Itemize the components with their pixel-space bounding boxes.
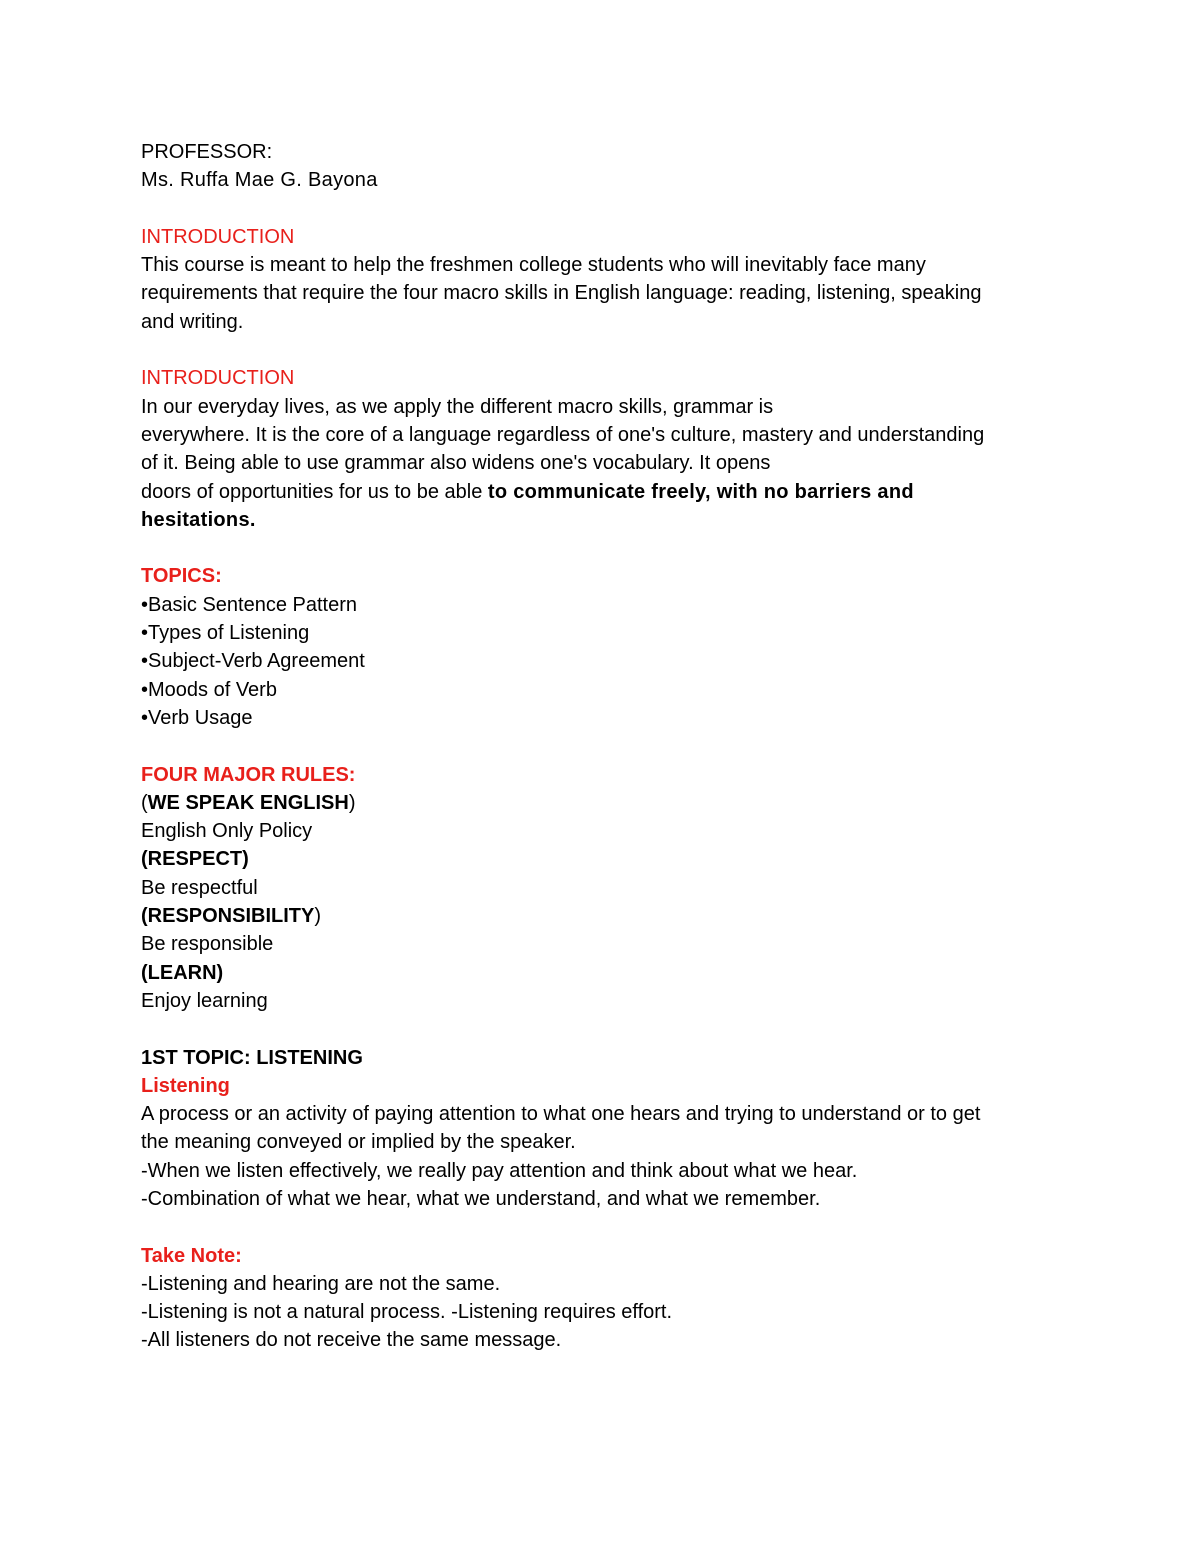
topic-item: •Types of Listening: [141, 622, 310, 645]
spacer: [141, 1015, 1071, 1043]
rule-title-close: ): [314, 905, 322, 928]
professor-label: PROFESSOR:: [141, 141, 273, 163]
take-note-line: -Listening is not a natural process. -Listening requires effort.: [141, 1301, 673, 1324]
professor-name: Ms. Ruffa Mae G. Bayona: [141, 169, 378, 192]
intro1-line: and writing.: [141, 310, 244, 333]
intro2-line-bold: hesitations.: [141, 508, 256, 531]
intro2-line: In our everyday lives, as we apply the different macro skills, grammar is: [141, 395, 774, 418]
topics-heading: TOPICS:: [141, 565, 222, 588]
topic-item: •Subject-Verb Agreement: [141, 650, 365, 673]
intro2-line-plain: doors of opportunities for us to be able: [141, 480, 488, 503]
intro2-line: everywhere. It is the core of a language regardless of one's culture, mastery and understanding: [141, 423, 985, 446]
take-note-heading: Take Note:: [141, 1244, 242, 1267]
rule-title-close: ): [348, 791, 356, 814]
intro2-heading: INTRODUCTION: [141, 367, 295, 390]
take-note-line: -All listeners do not receive the same message.: [141, 1329, 562, 1352]
rule-description: Enjoy learning: [141, 989, 268, 1012]
rule-description: Be responsible: [141, 933, 274, 956]
first-topic-heading: 1ST TOPIC: LISTENING: [141, 1046, 363, 1069]
listening-line: the meaning conveyed or implied by the speaker.: [141, 1131, 576, 1154]
rule-title: [141, 789, 1071, 817]
rules-heading: FOUR MAJOR RULES:: [141, 763, 356, 786]
intro2-line: [141, 478, 1071, 506]
topic-item: •Verb Usage: [141, 706, 253, 729]
rule-title: (LEARN): [141, 961, 224, 984]
spacer: [141, 195, 1071, 223]
spacer: [141, 1213, 1071, 1241]
rule-title-open: (: [141, 791, 148, 814]
listening-line: -Combination of what we hear, what we understand, and what we remember.: [141, 1187, 821, 1210]
intro1-line: requirements that require the four macro skills in English language: reading, listening, speaking: [141, 282, 982, 305]
rule-title-text: (RESPONSIBILITY: [141, 905, 315, 928]
rule-description: English Only Policy: [141, 820, 313, 843]
listening-subheading: Listening: [141, 1074, 230, 1097]
listening-line: A process or an activity of paying attention to what one hears and trying to understand or to get: [141, 1103, 981, 1126]
intro1-heading: INTRODUCTION: [141, 225, 295, 248]
rule-description: Be respectful: [141, 876, 258, 899]
spacer: [141, 534, 1071, 562]
intro2-line: of it. Being able to use grammar also widens one's vocabulary. It opens: [141, 452, 771, 475]
topic-item: •Moods of Verb: [141, 678, 277, 701]
spacer: [141, 336, 1071, 364]
listening-line: -When we listen effectively, we really pay attention and think about what we hear.: [141, 1159, 858, 1182]
rule-title-text: WE SPEAK ENGLISH: [147, 791, 349, 814]
topic-item: •Basic Sentence Pattern: [141, 593, 358, 616]
spacer: [141, 732, 1071, 760]
intro2-line-bold: to communicate freely, with no barriers and: [487, 480, 914, 503]
take-note-line: -Listening and hearing are not the same.: [141, 1272, 501, 1295]
rule-title: (RESPECT): [141, 848, 249, 871]
document-page: [141, 138, 1071, 1355]
rule-title: [141, 902, 1071, 930]
intro1-line: This course is meant to help the freshmen college students who will inevitably face many: [141, 254, 926, 277]
